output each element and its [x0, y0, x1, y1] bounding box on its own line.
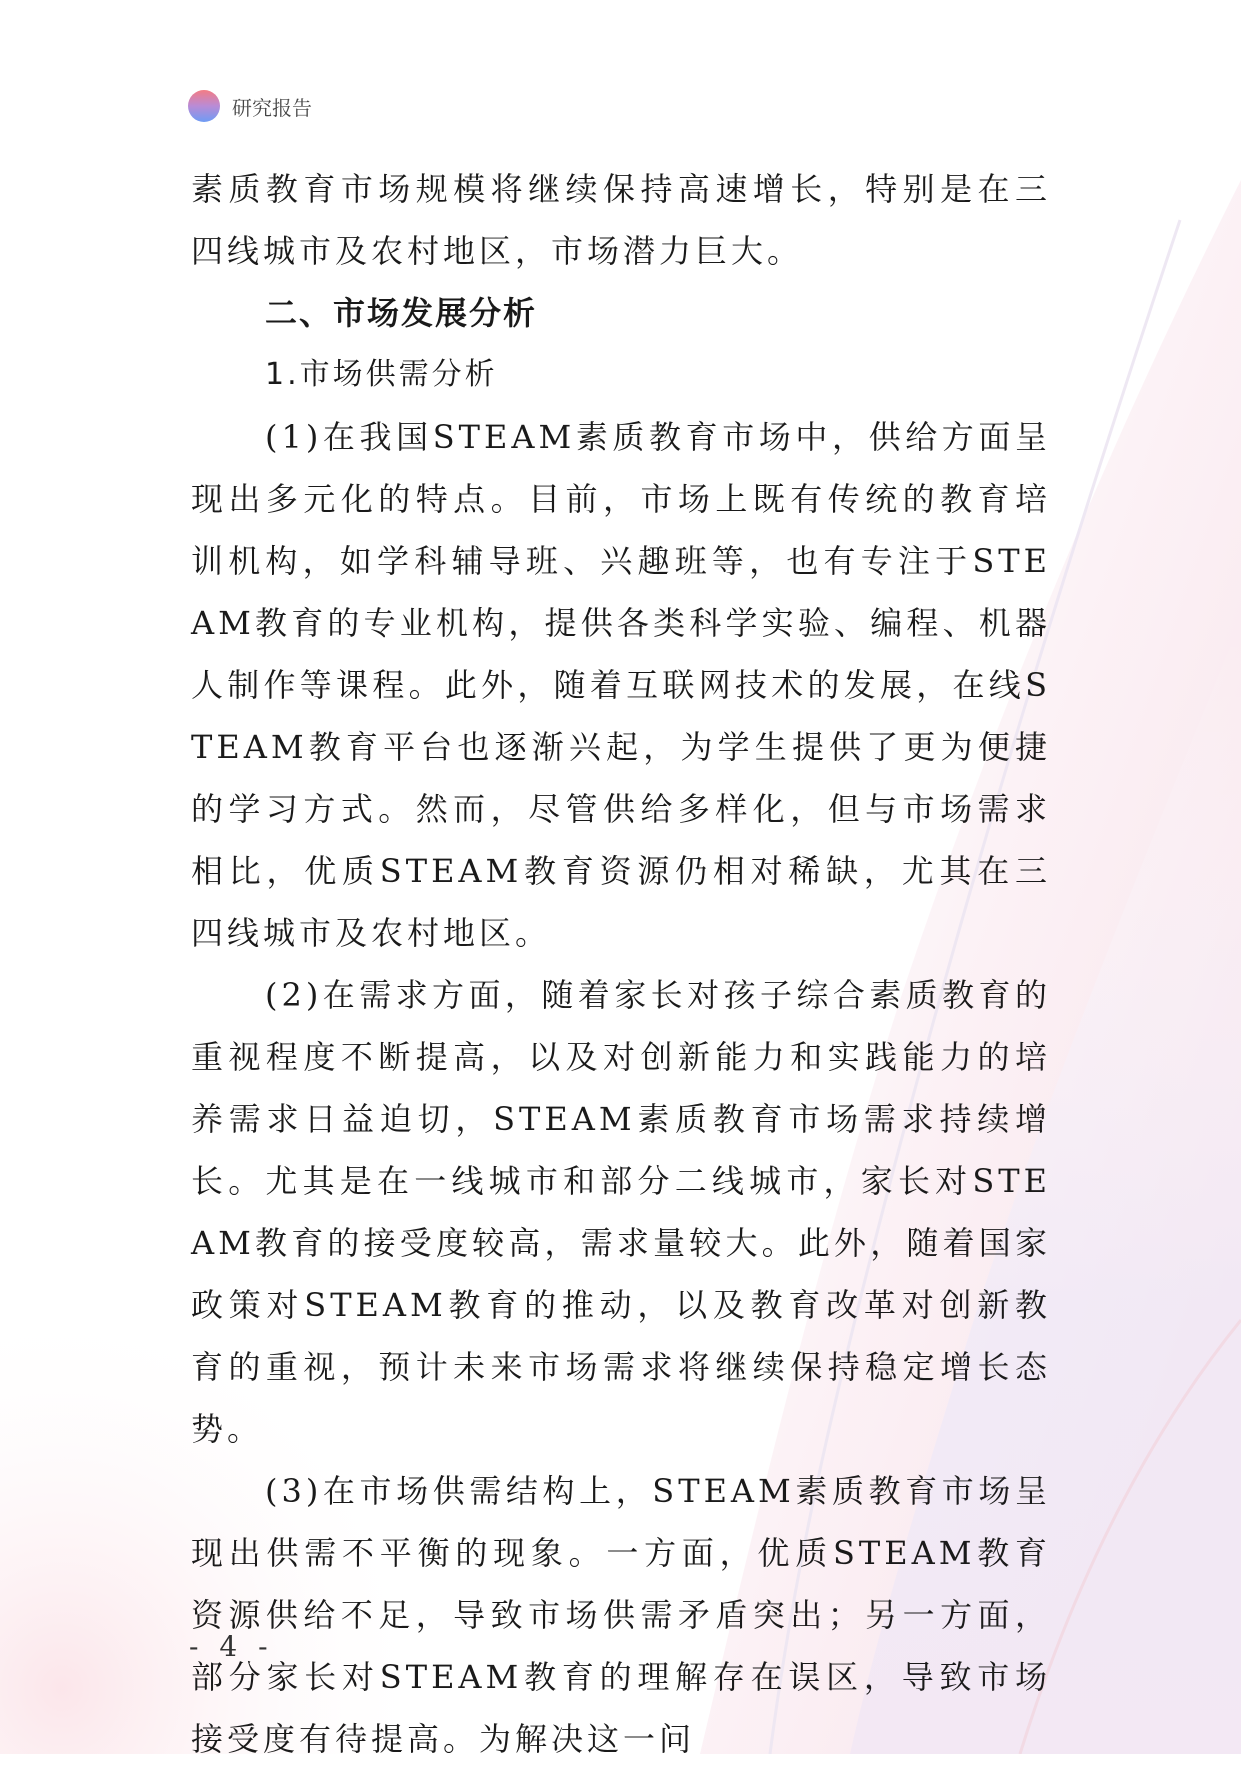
logo-circle-icon	[188, 90, 220, 122]
intro-paragraph: 素质教育市场规模将继续保持高速增长，特别是在三四线城市及农村地区，市场潜力巨大。	[191, 170, 1051, 270]
subsection-heading: 1.市场供需分析	[265, 357, 498, 392]
header-title: 研究报告	[232, 95, 312, 120]
paragraph-supply: (1)在我国STEAM素质教育市场中，供给方面呈现出多元化的特点。目前，市场上既有传统的教育培训机构，如学科辅导班、兴趣班等，也有专注于STEAM教育的专业机构，提供各类科学实验、编程、机器人制作等课程。此外，随着互联网技术的发展，在线STEAM教育平台也逐渐兴起，为学生提供了更为便捷的学习方式。然而，尽管供给多样化，但与市场需求相比，优质STEAM教育资源仍相对稀缺，尤其在三四线城市及农村地区。	[191, 418, 1051, 952]
document-body	[191, 158, 1051, 1770]
paragraph-structure: (3)在市场供需结构上，STEAM素质教育市场呈现出供需不平衡的现象。一方面，优质STEAM教育资源供给不足，导致市场供需矛盾突出；另一方面，部分家长对STEAM教育的理解存在误区，导致市场接受度有待提高。为解决这一问	[191, 1472, 1051, 1758]
paragraph-demand: (2)在需求方面，随着家长对孩子综合素质教育的重视程度不断提高，以及对创新能力和实践能力的培养需求日益迫切，STEAM素质教育市场需求持续增长。尤其是在一线城市和部分二线城市，家长对STEAM教育的接受度较高，需求量较大。此外，随着国家政策对STEAM教育的推动，以及教育改革对创新教育的重视，预计未来市场需求将继续保持稳定增长态势。	[191, 976, 1051, 1448]
report-header	[188, 88, 312, 124]
section-heading: 二、市场发展分析	[265, 294, 538, 332]
page-number: - 4 -	[189, 1630, 274, 1663]
